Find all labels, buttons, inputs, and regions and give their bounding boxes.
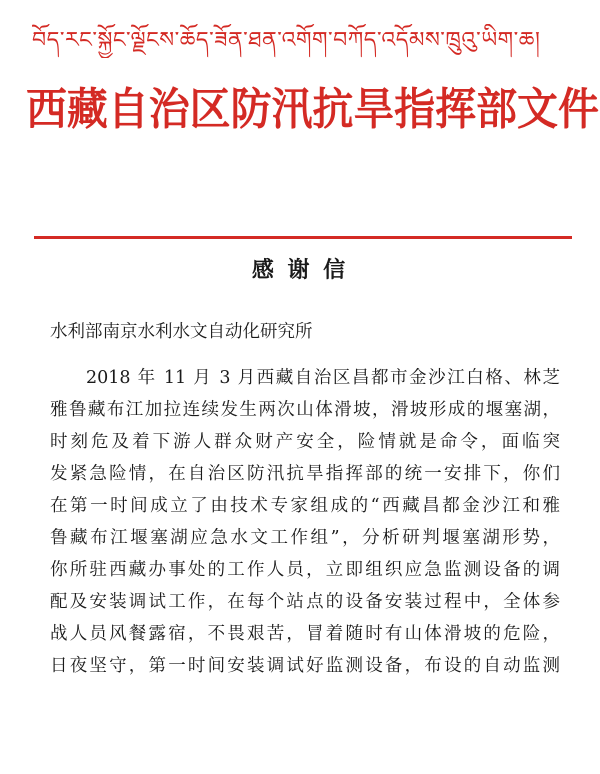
body-line: 时刻危及着下游人群众财产安全，险情就是命令，面临突 — [50, 432, 560, 452]
body-line: 日夜坚守，第一时间安装调试好监测设备，布设的自动监测 — [50, 656, 560, 676]
body-line: 战人员风餐露宿，不畏艰苦，冒着随时有山体滑坡的危险， — [50, 624, 560, 644]
document-org-title: 西藏自治区防汛抗旱指挥部文件 — [26, 84, 599, 135]
body-line: 雅鲁藏布江加拉连续发生两次山体滑坡，滑坡形成的堰塞湖， — [50, 400, 560, 420]
body-line: 配及安装调试工作，在每个站点的设备安装过程中，全体参 — [50, 592, 560, 612]
body-line: 发紧急险情，在自治区防汛抗旱指挥部的统一安排下，你们 — [50, 464, 560, 484]
red-divider-line — [34, 236, 572, 239]
body-line: 鲁藏布江堰塞湖应急水文工作组”，分析研判堰塞湖形势， — [50, 528, 560, 548]
body-line: 你所驻西藏办事处的工作人员，立即组织应急监测设备的调 — [50, 560, 560, 580]
tibetan-header-line: བོད་རང་སྐྱོང་ལྗོངས་ཆོད་ཟོན་ཐན་འགོག་བཀོད་འདོམས་ཁྲུའུ་ཡིག་ཆ། — [32, 28, 541, 53]
letter-heading: 感 谢 信 — [251, 257, 349, 283]
letter-body-paragraph — [50, 362, 560, 682]
body-line: 2018 年 11 月 3 月西藏自治区昌都市金沙江白格、林芝 — [86, 368, 560, 388]
body-line: 在第一时间成立了由技术专家组成的“西藏昌都金沙江和雅 — [50, 496, 560, 516]
letter-addressee: 水利部南京水利水文自动化研究所 — [50, 322, 313, 342]
